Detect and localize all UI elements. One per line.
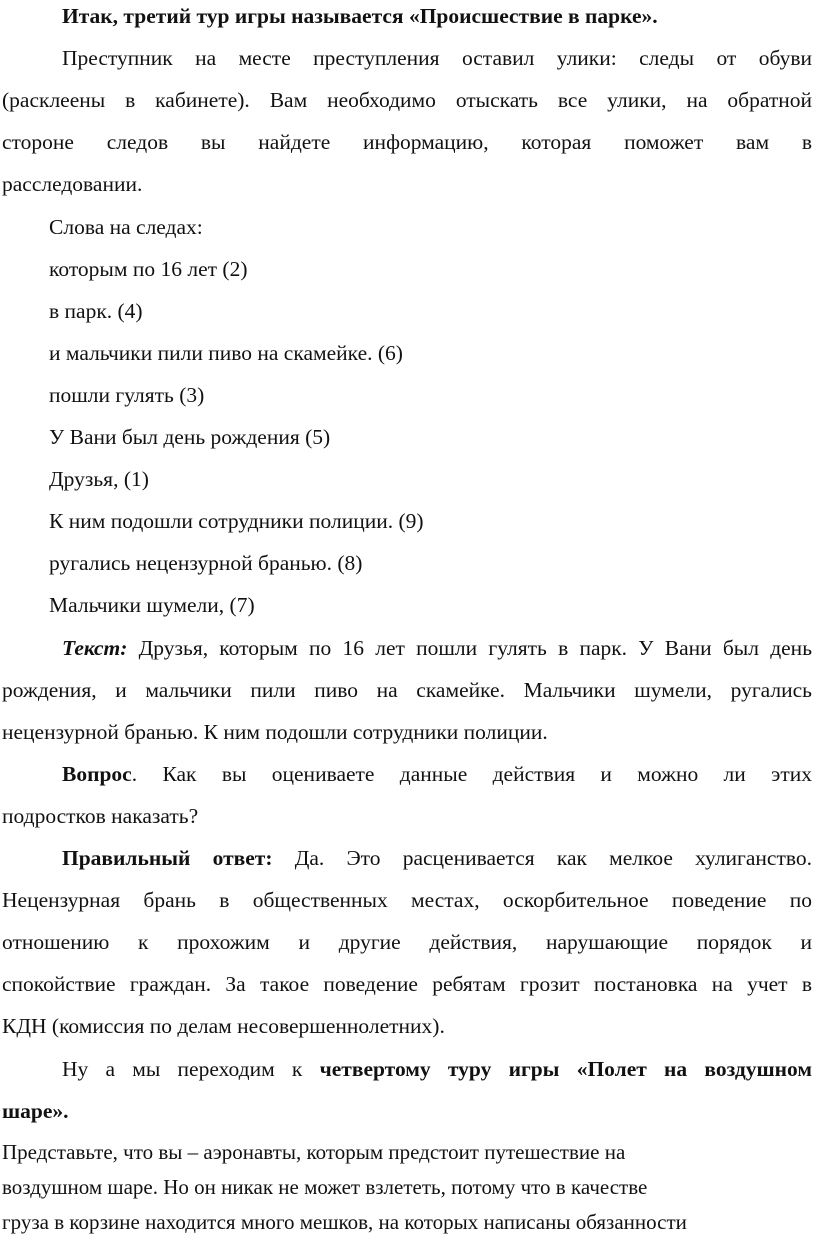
- clue-item: Друзья, (1): [49, 467, 149, 491]
- clue-item: в парк. (4): [49, 299, 143, 323]
- clue-item: К ним подошли сотрудники полиции. (9): [49, 509, 424, 533]
- heading: [2, 0, 816, 37]
- tail-line-2: воздушном шаре. Но он никак не может взлететь, потому что в качестве: [2, 1175, 648, 1199]
- next-tour-line-2: [2, 1090, 812, 1132]
- question-line-1-content: . Как вы оцениваете данные действия и можно ли этих: [131, 762, 812, 786]
- tail-line-3: груза в корзине находится много мешков, на которых написаны обязанности: [2, 1210, 687, 1234]
- answer-label: Правильный ответ:: [62, 846, 273, 870]
- answer-line-4: спокойствие граждан. За такое поведение ребятам грозит постановка на учет в: [2, 972, 812, 996]
- clue-item: Мальчики шумели, (7): [49, 593, 255, 617]
- intro-line-4: расследовании.: [2, 172, 143, 196]
- clue-item: У Вани был день рождения (5): [49, 425, 331, 449]
- intro-line-3: стороне следов вы найдете информацию, которая поможет вам в: [2, 130, 812, 154]
- tail-line-1: Представьте, что вы – аэронавты, которым предстоит путешествие на: [2, 1140, 626, 1164]
- intro-line-2: (расклеены в кабинете). Вам необходимо отыскать все улики, на обратной: [2, 88, 812, 112]
- answer-line-1-content: Да. Это расценивается как мелкое хулиганство.: [272, 846, 812, 870]
- answer-line-1: [2, 837, 812, 879]
- clue-item: которым по 16 лет (2): [49, 257, 248, 281]
- clue-item: пошли гулять (3): [49, 383, 205, 407]
- text-line-3: нецензурной бранью. К ним подошли сотрудники полиции.: [2, 720, 548, 744]
- text-line-1: [2, 627, 812, 669]
- question-line-2: подростков наказать?: [2, 804, 199, 828]
- heading-text: Итак, третий тур игры называется «Происшествие в парке».: [62, 4, 658, 28]
- answer-line-2: Нецензурная брань в общественных местах, оскорбительное поведение по: [2, 888, 812, 912]
- answer-line-5: КДН (комиссия по делам несовершеннолетних).: [2, 1014, 445, 1038]
- next-tour-bold-2: шаре».: [2, 1099, 69, 1123]
- intro-line-1: Преступник на месте преступления оставил улики: следы от обуви: [62, 46, 812, 70]
- text-line-2: рождения, и мальчики пили пиво на скамейке. Мальчики шумели, ругались: [2, 678, 812, 702]
- next-tour-plain: Ну а мы переходим к: [62, 1057, 320, 1081]
- text-line-1-content: Друзья, которым по 16 лет пошли гулять в парк. У Вани был день: [127, 636, 812, 660]
- clue-item: и мальчики пили пиво на скамейке. (6): [49, 341, 403, 365]
- next-tour-bold-1: четвертому туру игры «Полет на воздушном: [319, 1057, 812, 1081]
- clue-item: ругались нецензурной бранью. (8): [49, 551, 363, 575]
- clues-title: Слова на следах:: [49, 215, 203, 239]
- next-tour-line-1: [2, 1048, 812, 1090]
- text-label: Текст:: [62, 636, 128, 660]
- question-label: Вопрос: [62, 762, 132, 786]
- question-line-1: [2, 753, 812, 795]
- answer-line-3: отношению к прохожим и другие действия, нарушающие порядок и: [2, 930, 812, 954]
